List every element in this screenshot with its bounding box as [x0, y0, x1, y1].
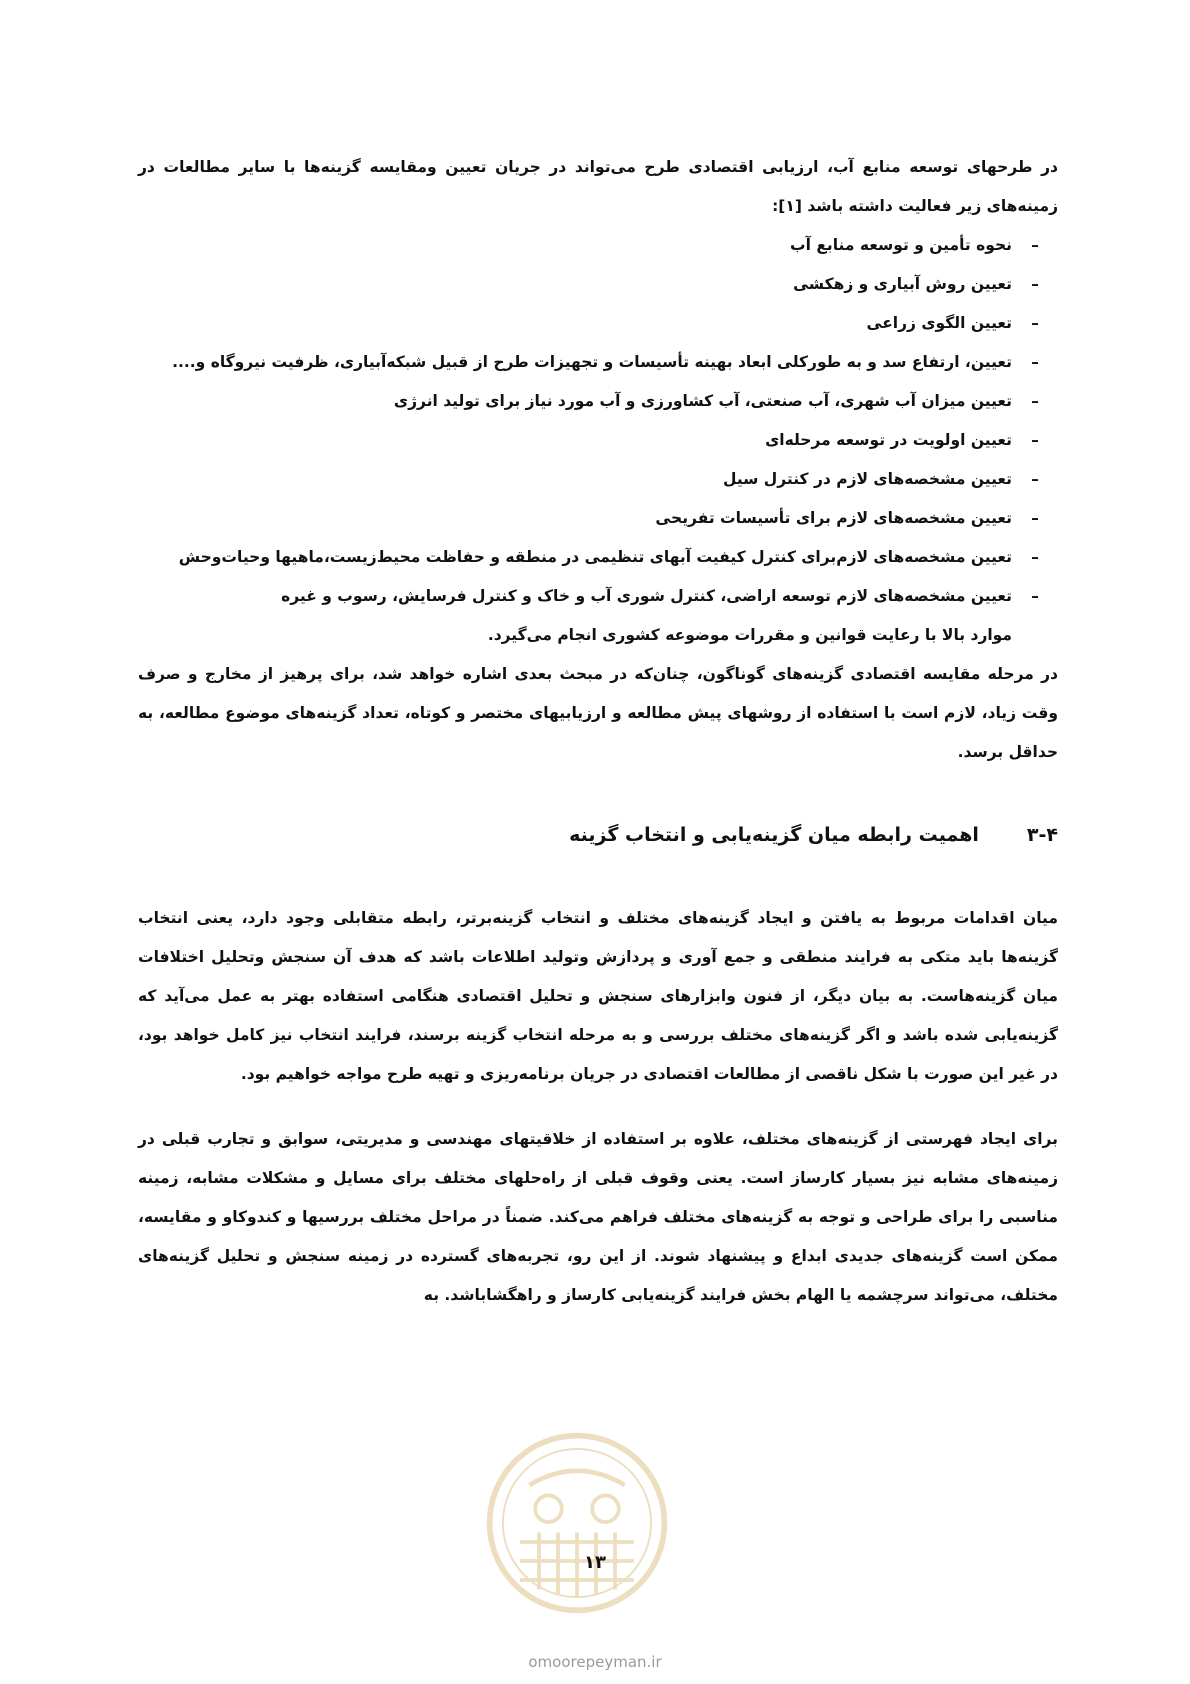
- dash-marker: –: [1031, 275, 1039, 293]
- dash-marker: –: [1031, 353, 1039, 371]
- list-item-text: تعیین مشخصه‌های لازم توسعه اراضی، کنترل شوری آب و خاک و کنترل فرسایش، رسوب و غیره: [281, 587, 1012, 605]
- list-item-text: تعیین میزان آب شهری، آب صنعتی، آب کشاورزی و آب مورد نیاز برای تولید انرژی: [393, 392, 1012, 410]
- bullet-list: [138, 226, 1058, 616]
- list-item-text: تعیین، ارتفاع سد و به طورکلی ابعاد بهینه تأسیسات و تجهیزات طرح از قبیل شبکه‌آبیاری، ظرفیت نیروگاه و....: [172, 353, 1012, 371]
- dash-marker: –: [1031, 470, 1039, 488]
- relation-paragraph: میان اقدامات مربوط به یافتن و ایجاد گزینه‌های مختلف و انتخاب گزینه‌برتر، رابطه متقابلی وجود دارد، یعنی انتخاب گزینه‌ها باید متکی به فرایند منطقی و جمع آوری و پردازش وتولید اطلاعات باشد که هدف آن سنجش وتحلیل اختلافات میان گزینه‌هاست. به بیان دیگر، از فنون وابزارهای سنجش و تحلیل اقتصادی هنگامی استفاده بهتر به عمل می‌آید که گزینه‌یابی شده باشد و اگر گزینه‌های مختلف بررسی و به مرحله انتخاب گزینه برسند، فرایند انتخاب نیز کامل خواهد بود، در غیر این صورت با شکل ناقصی از مطالعات اقتصادی در جریان برنامه‌ریزی و تهیه طرح مواجه خواهیم بود.: [138, 909, 1058, 1083]
- list-item-text: تعیین اولویت در توسعه مرحله‌ای: [765, 431, 1012, 449]
- section-number: ۳-۴: [1026, 824, 1058, 846]
- dash-marker: –: [1031, 236, 1039, 254]
- list-item: [138, 226, 1058, 265]
- list-item-text: تعیین مشخصه‌های لازم‌برای کنترل کیفیت آبهای تنظیمی در منطقه و حفاظت محیط‌زیست،ماهیها وحیات‌وحش: [178, 548, 1012, 566]
- list-item: [138, 304, 1058, 343]
- alternatives-list-paragraph: برای ایجاد فهرستی از گزینه‌های مختلف، علاوه بر استفاده از خلاقیتهای مهندسی و مدیریتی، سوابق و تجارب قبلی در زمینه‌های مشابه نیز بسیار کارساز است. یعنی وقوف قبلی از راه‌حلهای مختلف برای مسایل و مشکلات مشابه، زمینه مناسبی را برای طراحی و توجه به گزینه‌های مختلف فراهم می‌کند. ضمناً در مراحل مختلف بررسیها و کندوکاو و مقایسه، ممکن است گزینه‌های جدیدی ابداع و پیشنهاد شوند. از این رو، تجربه‌های گسترده در زمینه سنجش و تحلیل گزینه‌های مختلف، می‌تواند سرچشمه یا الهام بخش فرایند گزینه‌یابی کارساز و راهگشاباشد. به: [138, 1130, 1058, 1304]
- list-item: [138, 382, 1058, 421]
- list-item: [138, 499, 1058, 538]
- paragraph-spacer: [138, 1094, 1058, 1120]
- compliance-note: موارد بالا با رعایت قوانین و مقررات موضوعه کشوری انجام می‌گیرد.: [487, 626, 1012, 644]
- list-item: [138, 538, 1058, 577]
- list-item: [138, 460, 1058, 499]
- list-item: [138, 265, 1058, 304]
- dash-marker: –: [1031, 587, 1039, 605]
- publisher-seal-watermark: [482, 1428, 672, 1618]
- dash-marker: –: [1031, 509, 1039, 527]
- list-item: [138, 577, 1058, 616]
- dash-marker: –: [1031, 392, 1039, 410]
- page-number: ۱۳: [584, 1552, 606, 1573]
- list-item-text: تعیین الگوی زراعی: [866, 314, 1012, 332]
- document-body: [138, 148, 1058, 1315]
- section-heading: [138, 816, 1058, 855]
- section-title: اهمیت رابطه میان گزینه‌یابی و انتخاب گزینه: [569, 824, 979, 846]
- list-item-text: تعیین مشخصه‌های لازم برای تأسیسات تفریحی: [655, 509, 1012, 527]
- list-item-text: تعیین روش آبیاری و زهکشی: [793, 275, 1012, 293]
- list-item-text: نحوه تأمین و توسعه منابع آب: [790, 236, 1012, 254]
- comparison-paragraph: در مرحله مقایسه اقتصادی گزینه‌های گوناگون، چنان‌که در مبحث بعدی اشاره خواهد شد، برای پرهیز از مخارج و صرف وقت زیاد، لازم است با استفاده از روشهای پیش مطالعه و ارزیابیهای مختصر و کوتاه، تعداد گزینه‌های موضوع مطالعه، به حداقل برسد.: [138, 665, 1058, 761]
- dash-marker: –: [1031, 548, 1039, 566]
- list-item: [138, 421, 1058, 460]
- intro-paragraph: در طرحهای توسعه منابع آب، ارزیابی اقتصادی طرح می‌تواند در جریان تعیین ومقایسه گزینه‌ها با سایر مطالعات در زمینه‌های زیر فعالیت داشته باشد [۱]:: [138, 158, 1058, 215]
- list-item: [138, 343, 1058, 382]
- list-item-text: تعیین مشخصه‌های لازم در کنترل سیل: [722, 470, 1012, 488]
- dash-marker: –: [1031, 431, 1039, 449]
- dash-marker: –: [1031, 314, 1039, 332]
- watermark-site-text: omoorepeyman.ir: [528, 1653, 662, 1671]
